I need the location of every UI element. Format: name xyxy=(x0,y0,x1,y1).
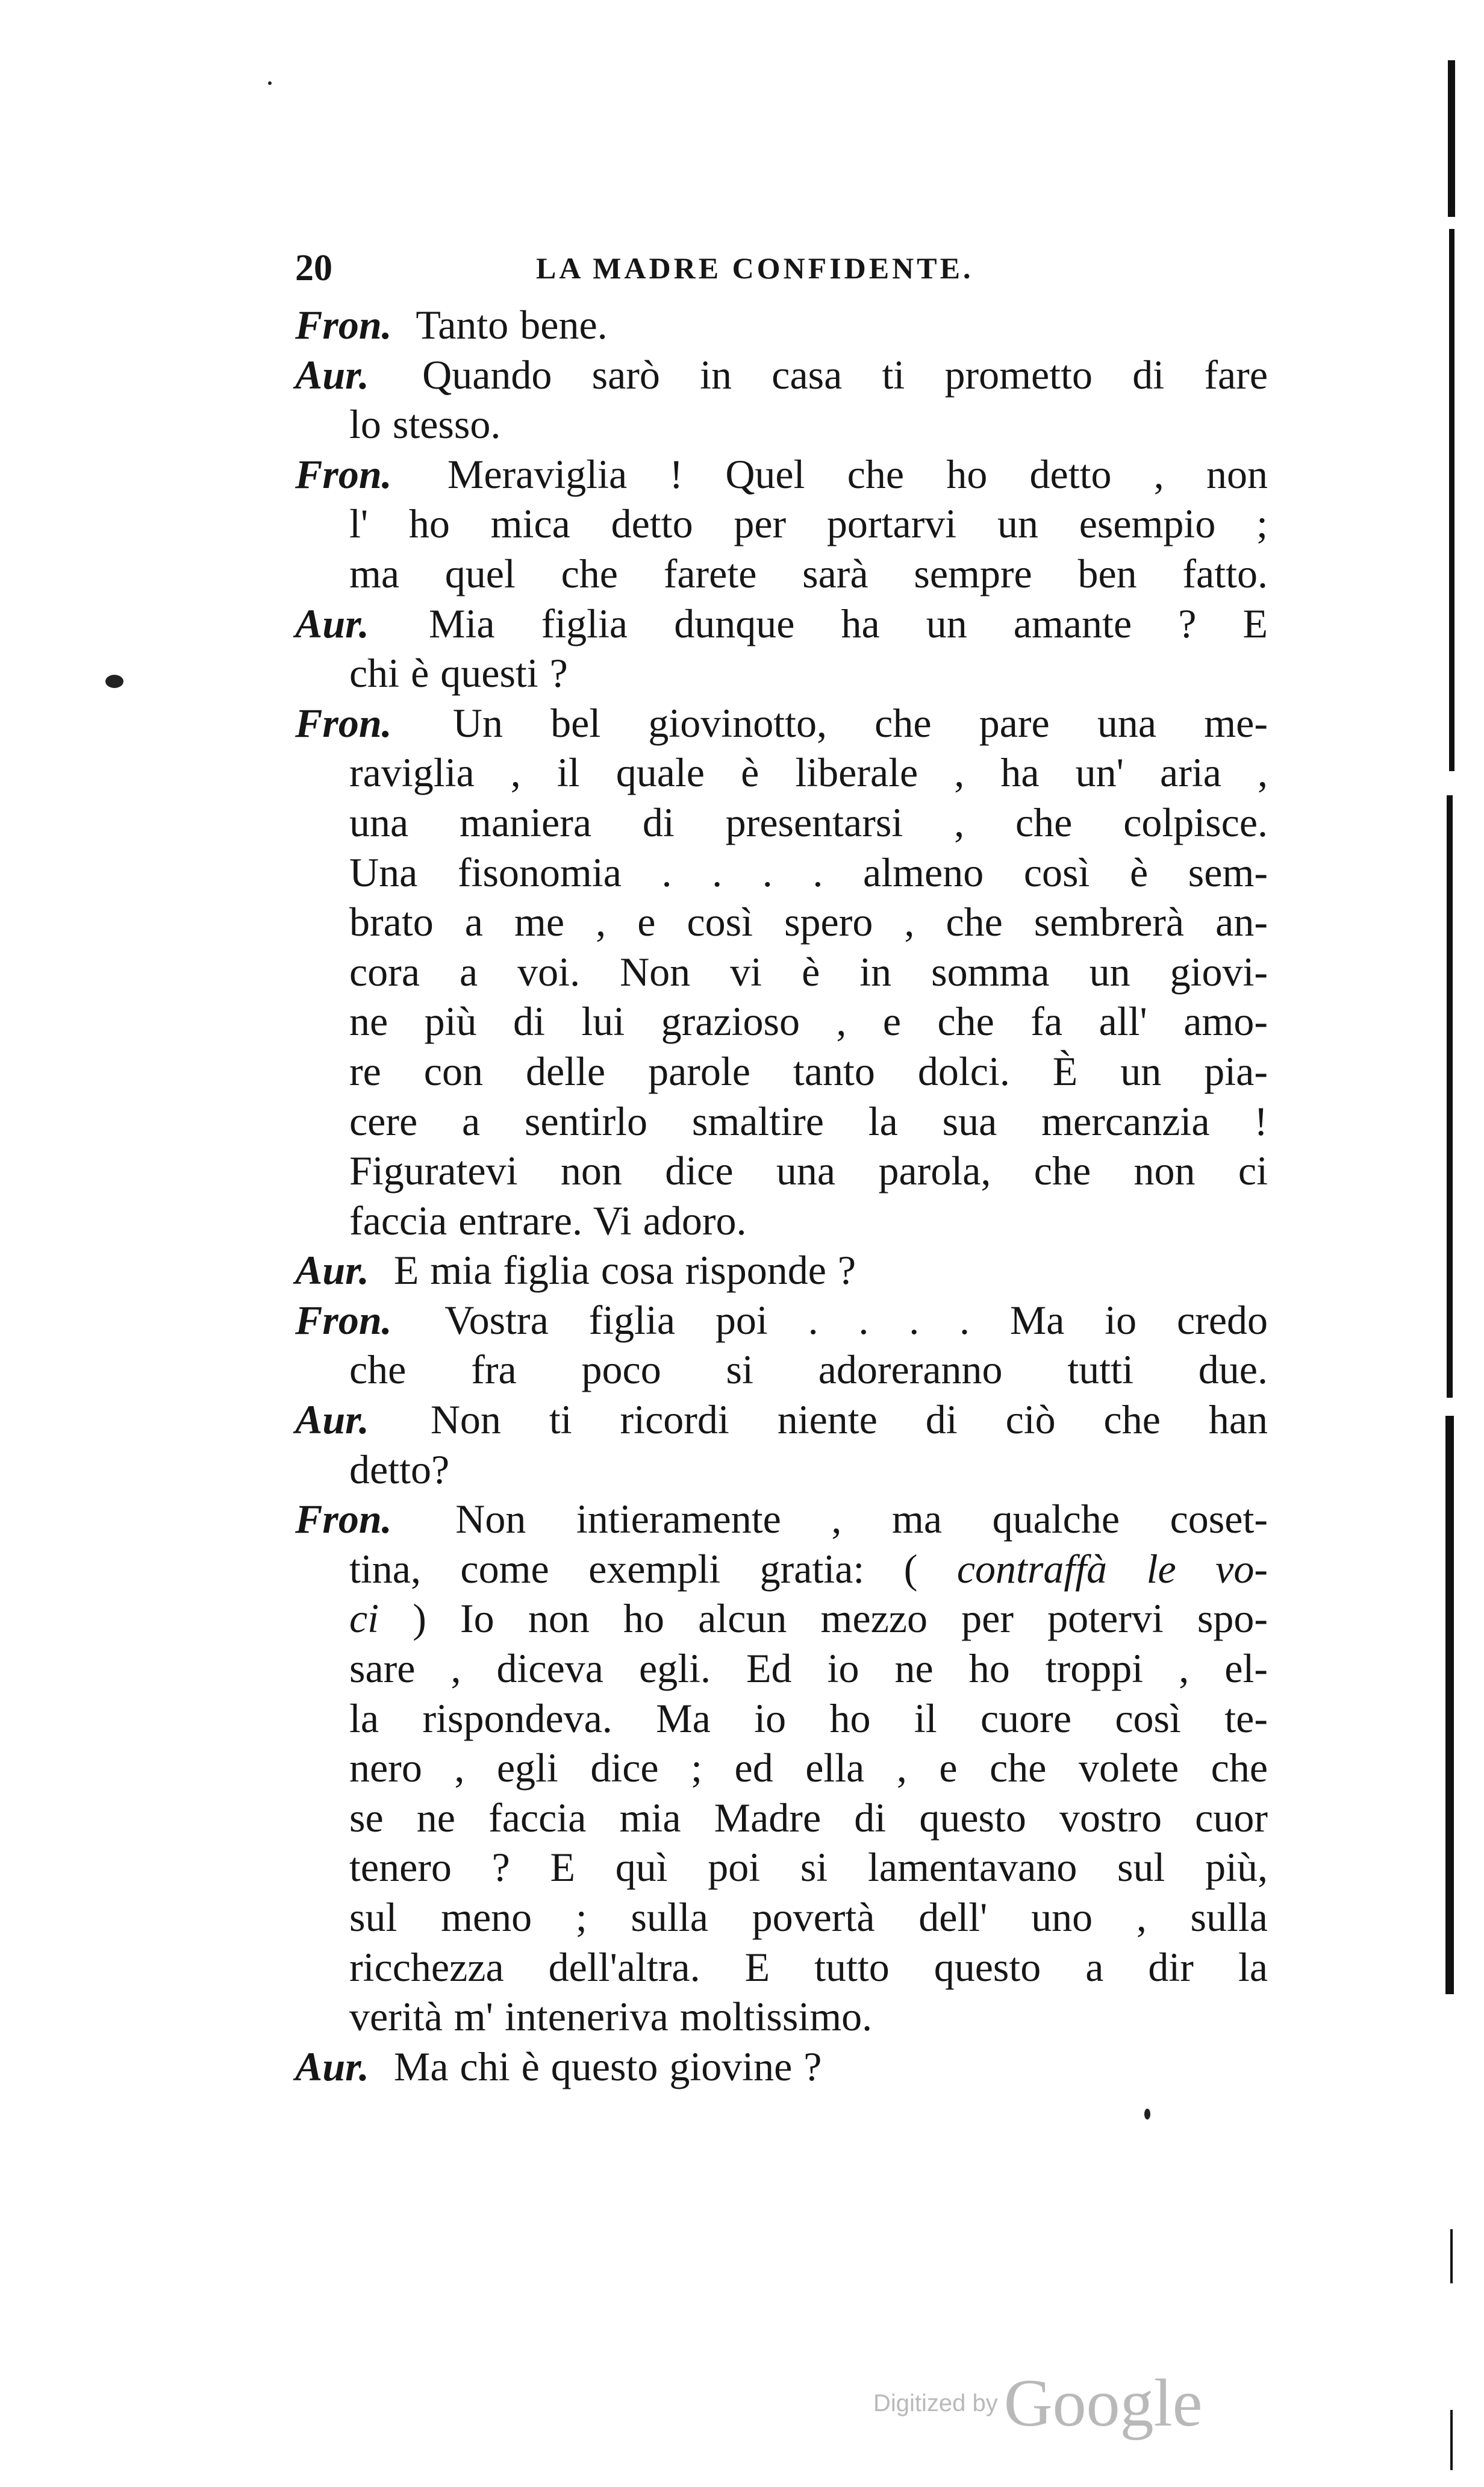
page-header xyxy=(295,247,1268,295)
line-text: cora a voi. Non vi è in somma un giovi- xyxy=(349,948,1268,995)
speaker-line xyxy=(295,2042,1268,2092)
line-text: Ma chi è questo giovine ? xyxy=(393,2043,822,2089)
ink-speck xyxy=(105,675,123,688)
line-text: Mia figlia dunque ha un amante ? E xyxy=(428,600,1268,646)
line-text: Non ti ricordi niente di ciò che han xyxy=(430,1397,1268,1443)
line-text: Non intieramente , ma qualche coset- xyxy=(455,1496,1268,1542)
line-text: lo stesso. xyxy=(349,401,501,448)
speaker-name: Fron. xyxy=(295,1297,392,1343)
line-text: tenero ? E quì poi si lamentavano sul più, xyxy=(349,1844,1268,1891)
line-text: verità m' inteneriva moltissimo. xyxy=(349,1994,873,2040)
running-title: LA MADRE CONFIDENTE. xyxy=(536,251,974,285)
line-text: sul meno ; sulla povertà dell' uno , sulla xyxy=(349,1894,1268,1940)
text-line xyxy=(349,1345,1268,1395)
text-line xyxy=(349,798,1268,848)
speaker-line xyxy=(295,300,1268,350)
text-line xyxy=(349,996,1268,1046)
line-text: chi è questi ? xyxy=(349,650,568,696)
page-edge-shadow xyxy=(1450,2229,1453,2283)
line-text: E mia figlia cosa risponde ? xyxy=(393,1247,856,1294)
text-line xyxy=(349,499,1268,549)
text-line xyxy=(349,1046,1268,1096)
speaker-line xyxy=(295,449,1268,499)
text-line xyxy=(349,1594,1268,1644)
speaker-name: Fron. xyxy=(295,699,392,746)
line-text: Quando sarò in casa ti prometto di fare xyxy=(422,351,1268,398)
speaker-line xyxy=(295,1245,1268,1295)
line-text: faccia entrare. Vi adoro. xyxy=(349,1197,747,1244)
line-text: Una fisonomia . . . . almeno così è sem- xyxy=(349,849,1268,895)
speaker-name: Aur. xyxy=(295,600,369,646)
page-edge-shadow xyxy=(1447,795,1453,1398)
page-edge-shadow xyxy=(1450,2410,1453,2470)
text-line xyxy=(349,748,1268,798)
text-line xyxy=(349,1196,1268,1246)
text-line xyxy=(349,1892,1268,1942)
text-line xyxy=(349,1544,1268,1594)
text-line xyxy=(349,1445,1268,1495)
watermark-brand: Google xyxy=(1003,2366,1203,2441)
speaker-line xyxy=(295,698,1268,748)
line-text: raviglia , il quale è liberale , ha un' aria , xyxy=(349,749,1268,796)
text-line xyxy=(349,947,1268,997)
page-edge-shadow xyxy=(1449,229,1454,771)
text-line xyxy=(349,848,1268,898)
ink-speck xyxy=(268,81,272,85)
text-line xyxy=(349,1942,1268,1992)
speaker-name: Fron. xyxy=(295,1496,392,1542)
stage-direction: ci xyxy=(349,1595,379,1642)
text-line xyxy=(349,1992,1268,2042)
digitized-by-google-watermark xyxy=(873,2365,1202,2442)
line-text: ma quel che farete sarà sempre ben fatto. xyxy=(349,550,1268,596)
text-line xyxy=(349,1694,1268,1744)
line-text: ricchezza dell'altra. E tutto questo a dir la xyxy=(349,1944,1268,1990)
line-text: tina, come exempli gratia: ( xyxy=(349,1545,918,1592)
line-text: se ne faccia mia Madre di questo vostro cuor xyxy=(349,1794,1268,1841)
line-text: detto? xyxy=(349,1446,450,1492)
page-edge-shadow xyxy=(1448,60,1455,217)
text-line xyxy=(349,1644,1268,1694)
speaker-name: Aur. xyxy=(295,351,369,398)
line-text: ) Io non ho alcun mezzo per potervi spo- xyxy=(413,1595,1268,1642)
watermark-prefix: Digitized by xyxy=(873,2390,998,2417)
line-text: Un bel giovinotto, che pare una me- xyxy=(452,699,1268,746)
line-text: la rispondeva. Ma io ho il cuore così te- xyxy=(349,1695,1268,1741)
line-text: cere a sentirlo smaltire la sua mercanzia ! xyxy=(349,1098,1268,1144)
text-line xyxy=(349,1793,1268,1843)
speaker-name: Aur. xyxy=(295,2043,369,2089)
play-dialogue xyxy=(295,300,1268,2091)
speaker-line xyxy=(295,1395,1268,1445)
line-text: ne più di lui grazioso , e che fa all' amo- xyxy=(349,998,1268,1045)
speaker-line xyxy=(295,1295,1268,1345)
line-text: una maniera di presentarsi , che colpisce. xyxy=(349,799,1268,845)
line-text: l' ho mica detto per portarvi un esempio ; xyxy=(349,501,1268,547)
speaker-line xyxy=(295,350,1268,400)
text-line xyxy=(349,399,1268,449)
line-text: nero , egli dice ; ed ella , e che volete che xyxy=(349,1745,1268,1791)
text-line xyxy=(349,648,1268,698)
line-text: brato a me , e così spero , che sembrerà an- xyxy=(349,899,1268,945)
line-text: Meraviglia ! Quel che ho detto , non xyxy=(447,451,1268,497)
page-number: 20 xyxy=(295,248,332,289)
text-line xyxy=(349,1842,1268,1892)
speaker-name: Fron. xyxy=(295,302,392,348)
line-text: Vostra figlia poi . . . . Ma io credo xyxy=(444,1297,1268,1343)
text-line xyxy=(349,1743,1268,1793)
line-text: Figuratevi non dice una parola, che non ci xyxy=(349,1148,1268,1194)
ink-speck xyxy=(1144,2109,1150,2119)
speaker-line xyxy=(295,1494,1268,1544)
text-line xyxy=(349,1096,1268,1147)
page-edge-shadow xyxy=(1445,1416,1454,1994)
speaker-name: Aur. xyxy=(295,1397,369,1443)
line-text: sare , diceva egli. Ed io ne ho troppi , el- xyxy=(349,1645,1268,1692)
text-line xyxy=(349,897,1268,947)
speaker-line xyxy=(295,599,1268,649)
text-line xyxy=(349,549,1268,599)
text-line xyxy=(349,1146,1268,1196)
speaker-name: Aur. xyxy=(295,1247,369,1294)
stage-direction: contraffà le vo- xyxy=(956,1545,1268,1592)
line-text: Tanto bene. xyxy=(416,302,608,348)
speaker-name: Fron. xyxy=(295,451,392,497)
line-text: che fra poco si adoreranno tutti due. xyxy=(349,1347,1268,1393)
line-text: re con delle parole tanto dolci. È un pia- xyxy=(349,1048,1268,1094)
